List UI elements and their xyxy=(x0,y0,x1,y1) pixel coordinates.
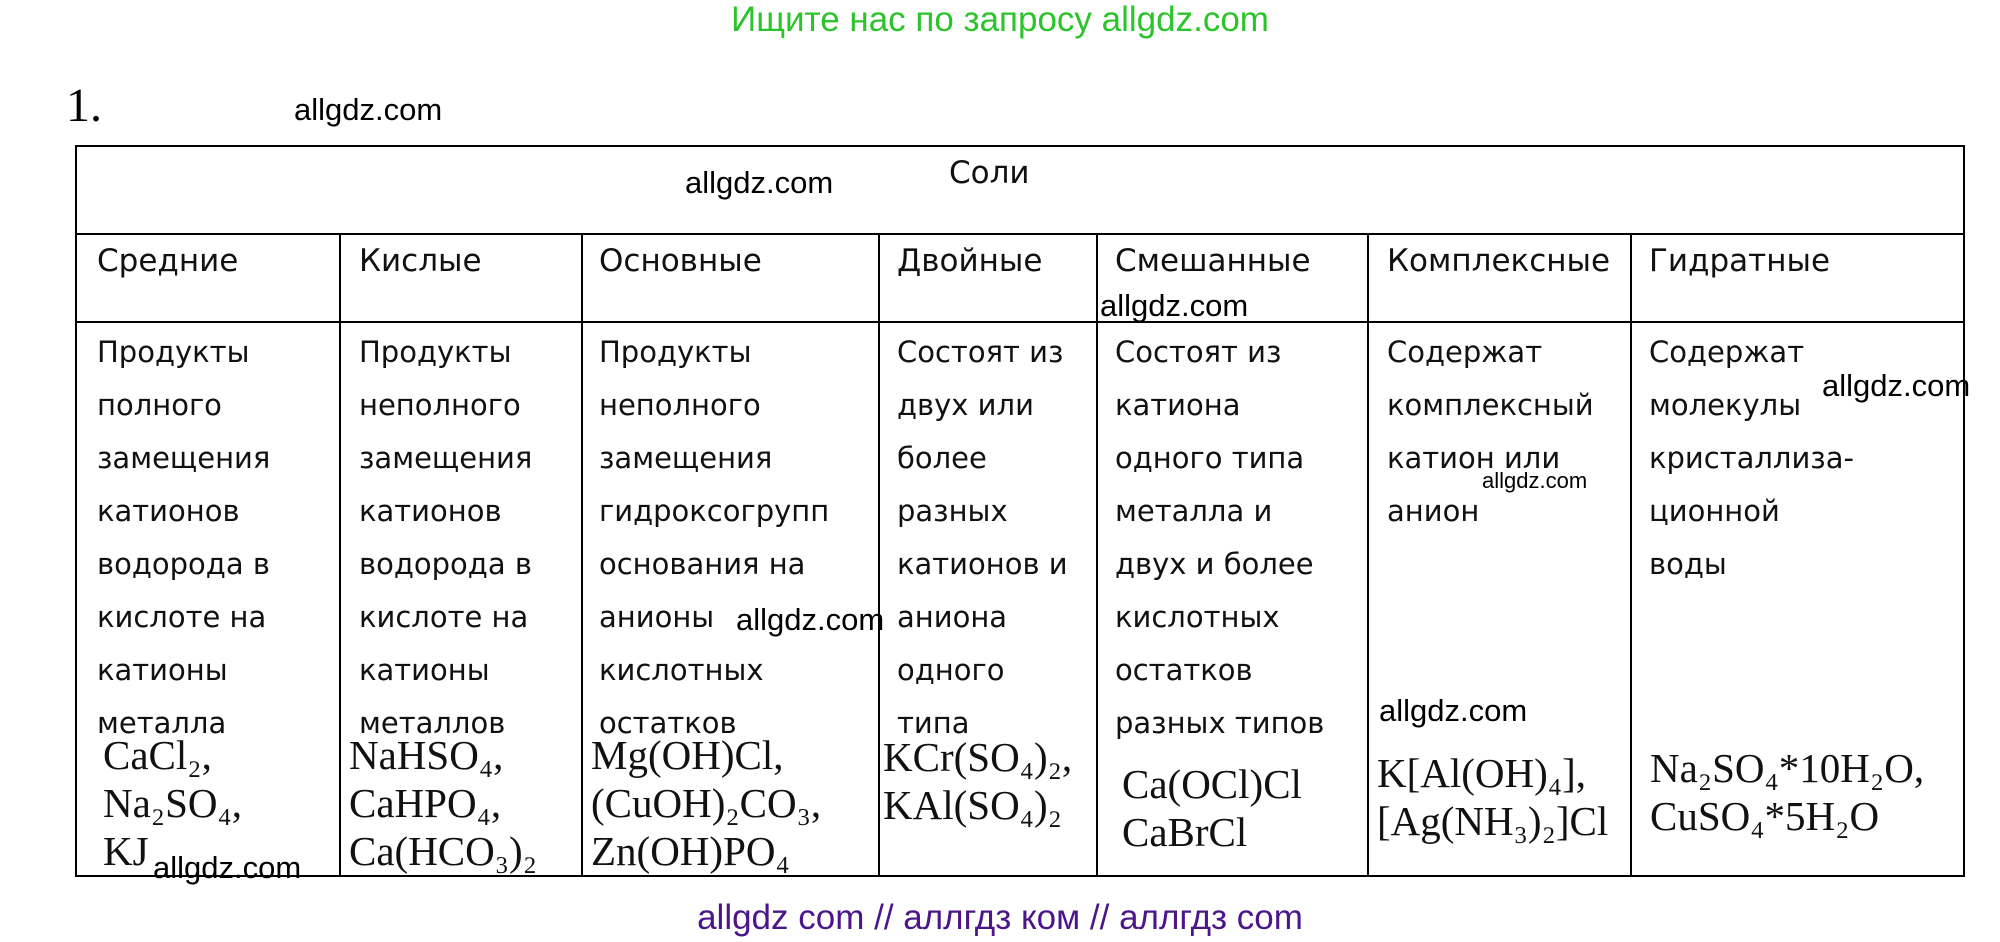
column-divider xyxy=(878,233,880,877)
header-kompleksnye: Комплексные xyxy=(1387,243,1611,279)
item-number: 1. xyxy=(66,79,102,132)
watermark: allgdz.com xyxy=(1822,368,1971,403)
watermark: allgdz.com xyxy=(1100,288,1249,323)
column-divider xyxy=(1367,233,1369,877)
column-divider xyxy=(1630,233,1632,877)
column-divider xyxy=(1096,233,1098,877)
description-srednie: Продукты полного замещения катионов водорода в кислоте на катионы металла xyxy=(97,335,271,740)
header-srednie: Средние xyxy=(97,243,239,279)
description-kislye: Продукты неполного замещения катионов водорода в кислоте на катионы металлов xyxy=(359,335,533,740)
column-divider xyxy=(339,233,341,877)
examples-srednie: CaCl₂, Na₂SO₄, KJ xyxy=(103,732,243,874)
column-divider xyxy=(581,233,583,877)
examples-osnovnye: Mg(OH)Cl, (CuOH)₂CO₃, Zn(OH)PO₄ xyxy=(591,732,822,874)
header-gidratnye: Гидратные xyxy=(1649,243,1831,279)
watermark: allgdz.com xyxy=(685,165,834,200)
header-dvoynye: Двойные xyxy=(897,243,1043,279)
description-smeshannye: Состоят из катиона одного типа металла и двух и более кислотных остатков разных типов xyxy=(1115,335,1325,740)
header-row-divider xyxy=(77,321,1963,323)
watermark: allgdz.com xyxy=(294,92,443,127)
watermark: allgdz.com xyxy=(736,602,885,637)
description-gidratnye: Содержат молекулы кристаллиза- ционной воды xyxy=(1649,335,1854,581)
search-banner: Ищите нас по запросу allgdz.com xyxy=(731,0,1269,39)
footer-watermark: allgdz com // аллгдз ком // аллгдз com xyxy=(697,898,1303,937)
description-dvoynye: Состоят из двух или более разных катионов и аниона одного типа xyxy=(897,335,1068,740)
watermark: allgdz.com xyxy=(153,850,302,885)
title-row-divider xyxy=(77,233,1963,235)
watermark: allgdz.com xyxy=(1379,693,1528,728)
examples-gidratnye: Na₂SO₄*10H₂O, CuSO₄*5H₂O xyxy=(1650,745,1925,839)
header-kislye: Кислые xyxy=(359,243,482,279)
examples-smeshannye: Ca(OCl)Cl CaBrCl xyxy=(1122,761,1302,855)
examples-kislye: NaHSO₄, CaHPO₄, Ca(HCO₃)₂ xyxy=(349,732,538,874)
header-osnovnye: Основные xyxy=(599,243,762,279)
examples-kompleksnye: K[Al(OH)₄], [Ag(NH₃)₂]Cl xyxy=(1377,750,1609,844)
examples-dvoynye: KCr(SO₄)₂, KAl(SO₄)₂ xyxy=(883,734,1073,828)
watermark: allgdz.com xyxy=(1482,468,1588,493)
description-kompleksnye: Содержат комплексный катион или анион xyxy=(1387,335,1594,528)
salts-table xyxy=(75,145,1965,877)
description-osnovnye: Продукты неполного замещения гидроксогрупп основания на анионы кислотных остатков xyxy=(599,335,830,740)
header-smeshannye: Смешанные xyxy=(1115,243,1311,279)
table-title: Соли xyxy=(949,155,1030,191)
